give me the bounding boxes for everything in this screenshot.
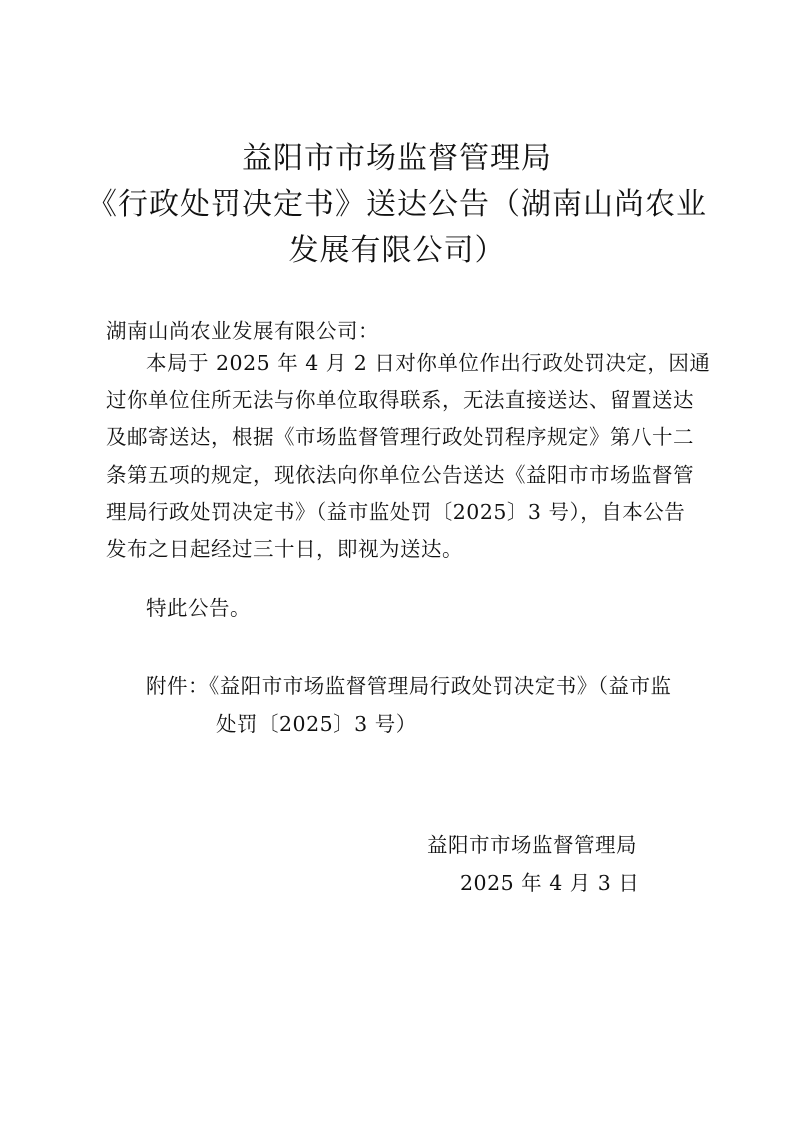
body-line-6: 发布之日起经过三十日，即视为送达。: [106, 537, 463, 561]
signature-organization: 益阳市市场监督管理局: [427, 833, 637, 857]
salutation: 湖南山尚农业发展有限公司：: [106, 319, 379, 343]
body-line-1: 本局于 2025 年 4 月 2 日对你单位作出行政处罚决定，因通: [146, 351, 711, 375]
body-line-2: 过你单位住所无法与你单位取得联系，无法直接送达、留置送达: [106, 388, 694, 412]
title-line-2: 《行政处罚决定书》送达公告（湖南山尚农业: [87, 187, 707, 222]
signature-date: 2025 年 4 月 3 日: [460, 871, 640, 895]
attachment-line-1: 附件：《益阳市市场监督管理局行政处罚决定书》（益市监: [146, 674, 672, 698]
closing-text: 特此公告。: [146, 596, 251, 620]
title-line-1: 益阳市市场监督管理局: [242, 141, 552, 176]
body-line-4: 条第五项的规定，现依法向你单位公告送达《益阳市市场监督管: [106, 463, 694, 487]
body-line-3: 及邮寄送达，根据《市场监督管理行政处罚程序规定》第八十二: [106, 425, 694, 449]
attachment-line-2: 处罚〔2025〕3 号）: [216, 712, 417, 736]
body-line-5: 理局行政处罚决定书》（益市监处罚〔2025〕3 号），自本公告: [106, 500, 686, 524]
title-line-3: 发展有限公司）: [288, 233, 506, 268]
